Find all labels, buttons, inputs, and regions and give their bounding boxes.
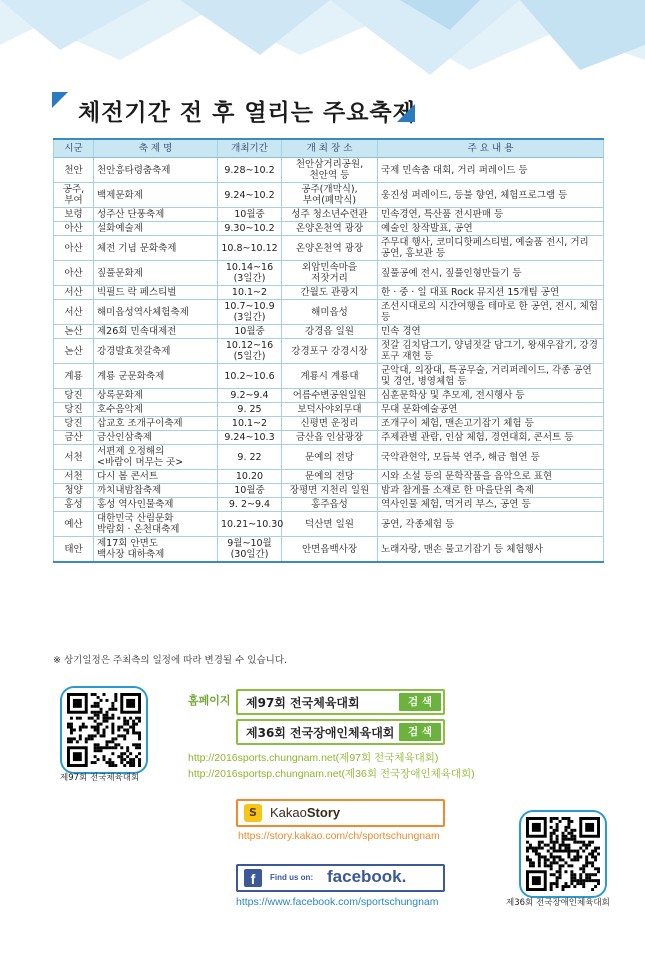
cell-festival: 상록문화제 <box>94 389 218 403</box>
qr-right-caption: 제36회 전국장애인체육대회 <box>506 898 610 908</box>
table-row <box>54 417 604 431</box>
table-row <box>54 208 604 222</box>
homepage-box-36[interactable] <box>236 719 445 745</box>
cell-venue: 외암민속마을 저잣거리 <box>282 261 378 286</box>
kakaostory-banner[interactable] <box>236 799 445 827</box>
cell-festival: 백제문화제 <box>94 183 218 208</box>
cell-period: 10.8~10.12 <box>218 236 282 261</box>
cell-period: 10.2~10.6 <box>218 364 282 389</box>
title-right-triangle <box>397 104 415 122</box>
cell-city: 홍성 <box>54 498 94 512</box>
cell-city: 논산 <box>54 339 94 364</box>
cell-city: 서천 <box>54 445 94 470</box>
cell-content: 역사인물 체험, 먹거리 부스, 공연 등 <box>378 498 604 512</box>
cell-city: 서산 <box>54 300 94 325</box>
cell-festival: 성주산 단풍축제 <box>94 208 218 222</box>
cell-venue: 덕산면 일원 <box>282 512 378 537</box>
cell-content: 민속경연, 특산품 전시판매 등 <box>378 208 604 222</box>
cell-city: 계룡 <box>54 364 94 389</box>
cell-period: 9.28~10.2 <box>218 158 282 183</box>
homepage-box-97[interactable] <box>236 689 445 715</box>
cell-city: 보령 <box>54 208 94 222</box>
facebook-wordmark: facebook. <box>327 867 407 886</box>
cell-period: 10.21~10.30 <box>218 512 282 537</box>
cell-festival: 해미읍성역사체험축제 <box>94 300 218 325</box>
cell-period: 9.30~10.2 <box>218 222 282 236</box>
cell-festival: 계룡 군문화축제 <box>94 364 218 389</box>
cell-festival: 설화예술제 <box>94 222 218 236</box>
cell-period: 10.1~2 <box>218 417 282 431</box>
cell-venue: 간월도 관광지 <box>282 286 378 300</box>
homepage-label: 홈페이지 <box>188 694 231 707</box>
cell-venue: 성주 청소년수련관 <box>282 208 378 222</box>
col-header-content: 주 요 내 용 <box>378 139 604 158</box>
qr-code-right[interactable] <box>521 812 605 896</box>
cell-city: 당진 <box>54 403 94 417</box>
homepage-url-36[interactable]: http://2016sportsp.chungnam.net(제36회 전국장애인체육대회) <box>188 768 475 780</box>
cell-content: 공연, 각종체험 등 <box>378 512 604 537</box>
cell-content: 시와 소설 등의 문학작품을 음악으로 표현 <box>378 470 604 484</box>
cell-content: 주무대 행사, 코미디핫페스티벌, 예술품 전시, 거리 공연, 홍보관 등 <box>378 236 604 261</box>
cell-venue: 천안삼거리공원, 천안역 등 <box>282 158 378 183</box>
cell-venue: 어름수변공원일원 <box>282 389 378 403</box>
cell-content: 예술인 창작발표, 공연 <box>378 222 604 236</box>
table-row <box>54 261 604 286</box>
homepage-box-36-text: 제36회 전국장애인체육대회 <box>246 726 395 740</box>
table-body <box>54 158 604 563</box>
cell-period: 10.14~16 (3일간) <box>218 261 282 286</box>
cell-content: 노래자랑, 맨손 물고기잡기 등 체험행사 <box>378 537 604 563</box>
kakaostory-brand-b: Story <box>306 805 341 820</box>
cell-festival: 강경발효젓갈축제 <box>94 339 218 364</box>
col-header-festival: 축 제 명 <box>94 139 218 158</box>
table-row <box>54 236 604 261</box>
cell-content: 짚풀공예 전시, 짚풀인형만들기 등 <box>378 261 604 286</box>
table-row <box>54 484 604 498</box>
cell-city: 서천 <box>54 470 94 484</box>
page-title: 체전기간 전 후 열리는 주요축제 <box>78 100 416 126</box>
cell-venue: 공주(개막식), 부여(폐막식) <box>282 183 378 208</box>
cell-festival: 서편제 오정해의 <바람이 머무는 곳> <box>94 445 218 470</box>
col-header-city: 시군 <box>54 139 94 158</box>
qr-left-icon <box>67 693 141 767</box>
col-header-period: 개최기간 <box>218 139 282 158</box>
table-row <box>54 445 604 470</box>
qr-right-icon <box>526 817 600 891</box>
search-button-97[interactable]: 검 색 <box>399 693 441 711</box>
cell-venue: 금산읍 인삼광장 <box>282 431 378 445</box>
cell-period: 9. 22 <box>218 445 282 470</box>
facebook-icon: f <box>244 869 262 887</box>
cell-city: 아산 <box>54 222 94 236</box>
cell-city: 예산 <box>54 512 94 537</box>
homepage-box-97-text: 제97회 전국체육대회 <box>246 696 360 710</box>
cell-venue: 문예의 전당 <box>282 470 378 484</box>
cell-festival: 까치내밤참축제 <box>94 484 218 498</box>
table-row <box>54 470 604 484</box>
cell-content: 국제 민속춤 대회, 거리 퍼레이드 등 <box>378 158 604 183</box>
cell-festival: 체전 기념 문화축제 <box>94 236 218 261</box>
table-row <box>54 431 604 445</box>
cell-city: 아산 <box>54 261 94 286</box>
cell-city: 서산 <box>54 286 94 300</box>
cell-city: 천안 <box>54 158 94 183</box>
cell-period: 10월중 <box>218 325 282 339</box>
festival-table <box>53 138 604 563</box>
cell-festival: 삽교호 조개구이축제 <box>94 417 218 431</box>
table-row <box>54 286 604 300</box>
table-row <box>54 222 604 236</box>
cell-period: 10월중 <box>218 208 282 222</box>
table-row <box>54 325 604 339</box>
cell-content: 심훈문학상 및 추모제, 전시행사 등 <box>378 389 604 403</box>
kakaostory-icon: S <box>244 804 262 822</box>
cell-period: 10월중 <box>218 484 282 498</box>
cell-period: 9월~10월 (30일간) <box>218 537 282 563</box>
cell-content: 주제관별 관람, 인삼 체험, 경연대회, 콘서트 등 <box>378 431 604 445</box>
cell-period: 10.7~10.9 (3일간) <box>218 300 282 325</box>
qr-left-caption: 제97회 전국체육대회 <box>60 773 140 783</box>
table-row <box>54 403 604 417</box>
table-row <box>54 183 604 208</box>
table-row <box>54 498 604 512</box>
cell-festival: 대한민국 산림문화 박람회 · 온천대축제 <box>94 512 218 537</box>
cell-city: 아산 <box>54 236 94 261</box>
cell-city: 태안 <box>54 537 94 563</box>
cell-festival: 다시 봄 콘서트 <box>94 470 218 484</box>
cell-period: 10.12~16 (5일간) <box>218 339 282 364</box>
cell-festival: 천안흥타령춤축제 <box>94 158 218 183</box>
cell-venue: 문예의 전당 <box>282 445 378 470</box>
cell-period: 9. 2~9.4 <box>218 498 282 512</box>
homepage-url-97[interactable]: http://2016sports.chungnam.net(제97회 전국체육대회) <box>188 752 439 764</box>
cell-venue: 신평면 운정리 <box>282 417 378 431</box>
cell-venue: 홍주읍성 <box>282 498 378 512</box>
cell-city: 공주, 부여 <box>54 183 94 208</box>
cell-content: 조선시대로의 시간여행을 테마로 한 공연, 전시, 체험 등 <box>378 300 604 325</box>
table-row <box>54 389 604 403</box>
cell-city: 금산 <box>54 431 94 445</box>
cell-city: 청양 <box>54 484 94 498</box>
cell-period: 9.24~10.3 <box>218 431 282 445</box>
cell-content: 웅진성 퍼레이드, 등불 향연, 체험프로그램 등 <box>378 183 604 208</box>
cell-festival: 짚풀문화제 <box>94 261 218 286</box>
cell-festival: 제26회 민속대제전 <box>94 325 218 339</box>
facebook-url[interactable]: https://www.facebook.com/sportschungnam <box>236 896 439 908</box>
cell-period: 10.1~2 <box>218 286 282 300</box>
table-header-row <box>54 139 604 158</box>
cell-festival: 금산인삼축제 <box>94 431 218 445</box>
cell-content: 밤과 참게를 소재로 한 마을단위 축제 <box>378 484 604 498</box>
cell-period: 9.24~10.2 <box>218 183 282 208</box>
cell-venue: 장평면 지천리 일원 <box>282 484 378 498</box>
section-title <box>52 92 422 128</box>
table-row <box>54 300 604 325</box>
cell-city: 논산 <box>54 325 94 339</box>
cell-festival: 빅필드 락 페스티벌 <box>94 286 218 300</box>
table-row <box>54 339 604 364</box>
cell-content: 국악관현악, 모듬북 연주, 해금 협연 등 <box>378 445 604 470</box>
kakaostory-brand <box>270 805 340 820</box>
cell-content: 한 · 중 · 일 대표 Rock 뮤지션 15개팀 공연 <box>378 286 604 300</box>
col-header-venue: 개 최 장 소 <box>282 139 378 158</box>
title-left-triangle <box>52 92 68 108</box>
cell-venue: 계룡시 계룡대 <box>282 364 378 389</box>
search-button-36[interactable]: 검 색 <box>399 723 441 741</box>
cell-festival: 제17회 안면도 백사장 대하축제 <box>94 537 218 563</box>
cell-content: 군악대, 의장대, 특공무술, 거리퍼레이드, 각종 공연 및 경연, 병영체험 등 <box>378 364 604 389</box>
cell-city: 당진 <box>54 417 94 431</box>
cell-city: 당진 <box>54 389 94 403</box>
table-row <box>54 158 604 183</box>
cell-venue: 온양온천역 광장 <box>282 222 378 236</box>
cell-venue: 안면읍백사장 <box>282 537 378 563</box>
cell-venue: 보덕사야외무대 <box>282 403 378 417</box>
facebook-banner[interactable] <box>236 864 445 892</box>
cell-festival: 홍성 역사인물축제 <box>94 498 218 512</box>
cell-content: 무대 문화예술공연 <box>378 403 604 417</box>
table-row <box>54 512 604 537</box>
table-row <box>54 537 604 563</box>
cell-content: 조개구이 체험, 맨손고기잡기 체험 등 <box>378 417 604 431</box>
cell-venue: 강경포구 강경시장 <box>282 339 378 364</box>
table-row <box>54 364 604 389</box>
cell-period: 10.20 <box>218 470 282 484</box>
schedule-note: ※ 상기일정은 주최측의 일정에 따라 변경될 수 있습니다. <box>53 655 288 666</box>
cell-festival: 호수음악제 <box>94 403 218 417</box>
cell-venue: 온양온천역 광장 <box>282 236 378 261</box>
cell-content: 젓갈 김치담그기, 양념젓갈 담그기, 왕새우잡기, 강경포구 재현 등 <box>378 339 604 364</box>
qr-code-left[interactable] <box>62 688 146 772</box>
kakaostory-url[interactable]: https://story.kakao.com/ch/sportschungnam <box>238 830 440 842</box>
kakaostory-brand-a: Kakao <box>270 805 307 820</box>
cell-period: 9. 25 <box>218 403 282 417</box>
cell-venue: 강경읍 일원 <box>282 325 378 339</box>
cell-venue: 해미읍성 <box>282 300 378 325</box>
cell-period: 9.2~9.4 <box>218 389 282 403</box>
cell-content: 민속 경연 <box>378 325 604 339</box>
facebook-find-text: Find us on: <box>270 873 314 882</box>
